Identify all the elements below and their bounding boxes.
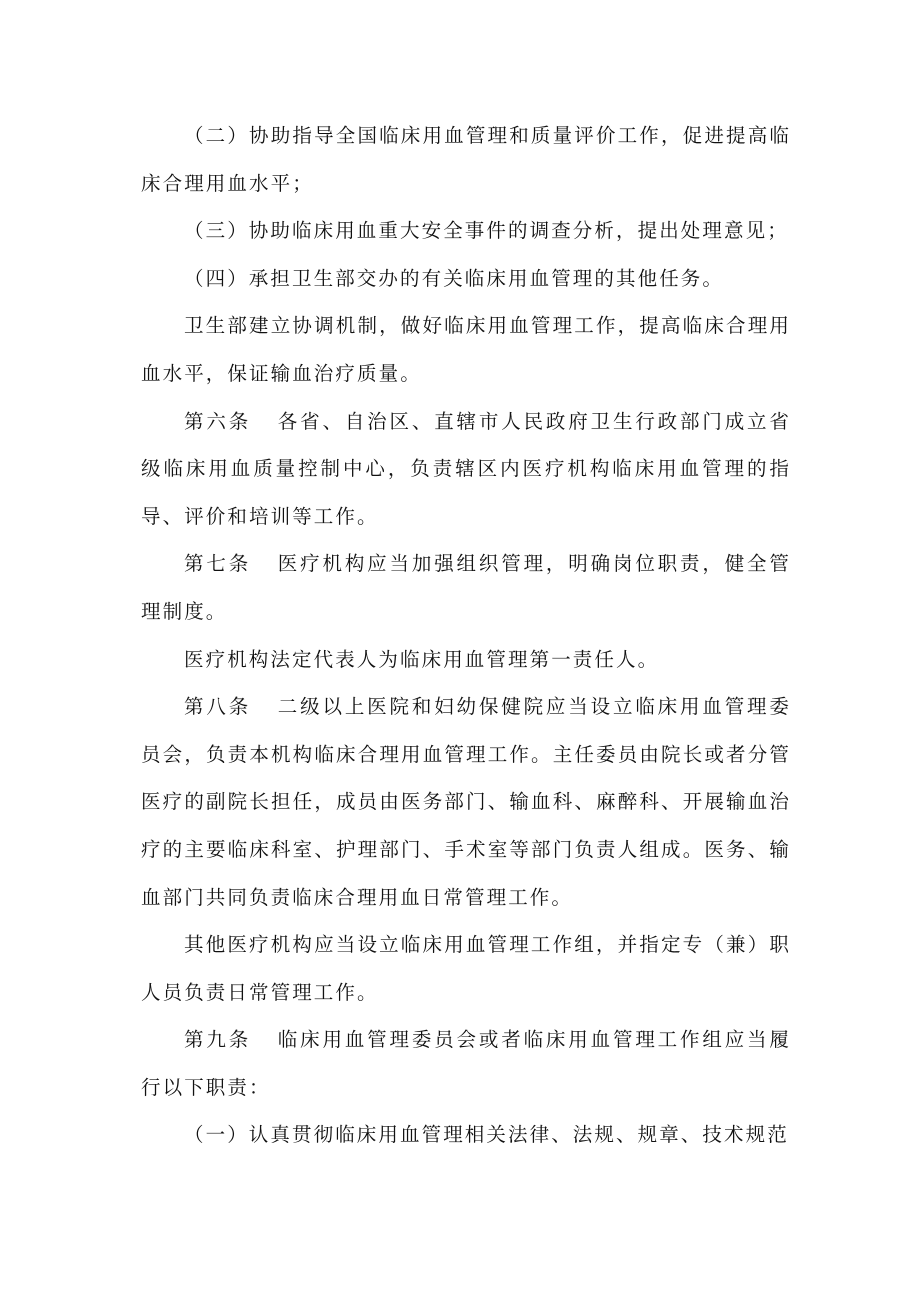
paragraph-item-1 bbox=[141, 1111, 791, 1159]
article-6 bbox=[141, 398, 791, 541]
article-8 bbox=[141, 683, 791, 921]
article-text: 医疗机构应当加强组织管理，明确岗位职责，健全管理制度。 bbox=[141, 552, 791, 623]
paragraph-responsible-person bbox=[141, 636, 791, 684]
paragraph-text: 其他医疗机构应当设立临床用血管理工作组，并指定专（兼）职人员负责日常管理工作。 bbox=[141, 933, 791, 1004]
article-text: 二级以上医院和妇幼保健院应当设立临床用血管理委员会，负责本机构临床合理用血管理工作。主任委员由院长或者分管医疗的副院长担任，成员由医务部门、输血科、麻醉科、开展输血治疗的主要临床科室、护理部门、手术室等部门负责人组成。医务、输血部门共同负责临床合理用血日常管理工作。 bbox=[141, 695, 791, 909]
paragraph-working-group bbox=[141, 921, 791, 1016]
article-number: 第八条 bbox=[184, 695, 252, 719]
article-9 bbox=[141, 1016, 791, 1111]
article-text: 临床用血管理委员会或者临床用血管理工作组应当履行以下职责： bbox=[141, 1028, 791, 1099]
paragraph-item-4 bbox=[141, 255, 791, 303]
article-number: 第七条 bbox=[184, 552, 252, 576]
paragraph-text: （一）认真贯彻临床用血管理相关法律、法规、规章、技术规范 bbox=[184, 1123, 789, 1147]
article-number: 第九条 bbox=[184, 1028, 252, 1052]
article-7 bbox=[141, 540, 791, 635]
document-body bbox=[141, 112, 791, 1159]
paragraph-coordination bbox=[141, 302, 791, 397]
paragraph-item-2 bbox=[141, 112, 791, 207]
paragraph-text: （三）协助临床用血重大安全事件的调查分析，提出处理意见； bbox=[184, 219, 789, 243]
paragraph-text: （四）承担卫生部交办的有关临床用血管理的其他任务。 bbox=[184, 266, 725, 290]
paragraph-text: （二）协助指导全国临床用血管理和质量评价工作，促进提高临床合理用血水平； bbox=[141, 124, 791, 195]
article-text: 各省、自治区、直辖市人民政府卫生行政部门成立省级临床用血质量控制中心，负责辖区内医疗机构临床用血管理的指导、评价和培训等工作。 bbox=[141, 409, 791, 528]
paragraph-text: 卫生部建立协调机制，做好临床用血管理工作，提高临床合理用血水平，保证输血治疗质量。 bbox=[141, 314, 791, 385]
article-number: 第六条 bbox=[184, 409, 252, 433]
paragraph-text: 医疗机构法定代表人为临床用血管理第一责任人。 bbox=[184, 647, 660, 671]
paragraph-item-3 bbox=[141, 207, 791, 255]
